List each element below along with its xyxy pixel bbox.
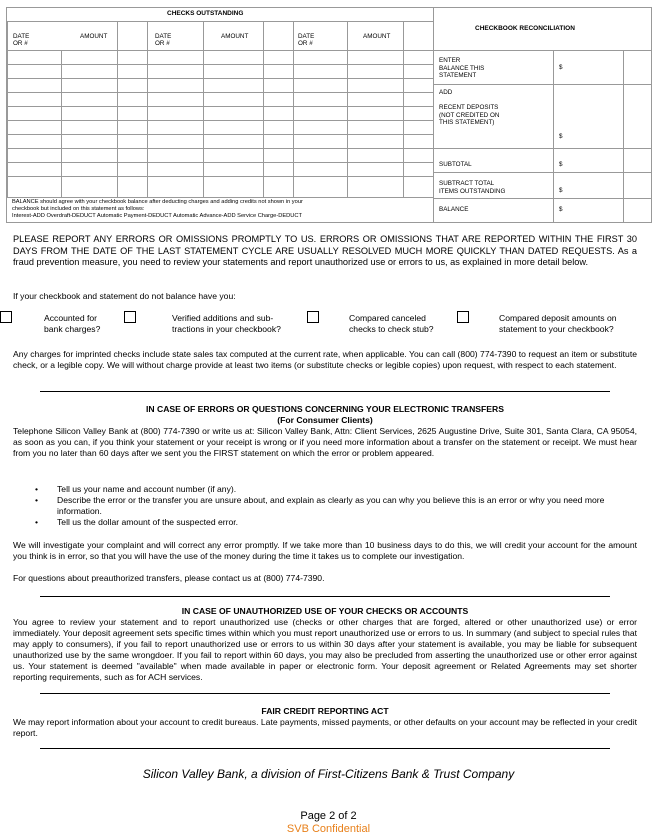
checkbox-bank-charges[interactable] [0,311,12,323]
col-or-3: OR # [298,40,313,47]
checkbox-additions[interactable] [124,311,136,323]
balance-intro: If your checkbook and statement do not balance have you: [13,291,236,301]
charges-paragraph: Any charges for imprinted checks include state sales tax computed at the current rate, when applicable. You can call (800) 774-7390 to request an item or substitute check, or a legible copy. We will without charge provide at least two items (or substitute checks or legible copies) upon request, with respect to each statement. [13,349,637,370]
preauth-paragraph: For questions about preauthorized transfers, please contact us at (800) 774-7390. [13,573,325,583]
unauth-paragraph: You agree to review your statement and to report unauthorized use (checks or other charges that are forged, altered or other unauthorized use) or error immediately. Your deposit agreement sets specific times within which you must report unauthorized use or errors to us. In summary (and subject to special rules that may apply to consumers), if you fail to report unauthorized use or errors to us within 30 days after your statement is available, you may be liable for subsequent unauthorized use by the same wrongdoer. If you fail to report within 60 days, you may also be precluded from asserting the unauthorized use or other error against us. Your statement is deemed "available" when made available in paper or electronic form. Your deposit agreement or Related Agreements may set shorter reporting requirements, such as for ACH services. [13,617,637,682]
checkbox-canceled-checks[interactable] [307,311,319,323]
list-item: • Tell us the dollar amount of the suspected error. [35,517,239,527]
dollar-2: $ [559,133,563,140]
col-amount-3: AMOUNT [363,33,391,40]
balance-legend: BALANCE should agree with your checkbook balance after deducting charges and adding credits not shown in your checkbook but included on this statement as follows: Interest-ADD Overdraft-DEDUCT Automatic Payment-DEDUCT Automatic Advance-ADD Service Charge-DEDUCT [12,199,303,219]
list-item: • Tell us your name and account number (if any). [35,484,237,494]
page-number: Page 2 of 2 [300,810,357,822]
unauth-heading: IN CASE OF UNAUTHORIZED USE OF YOUR CHECKS OR ACCOUNTS [181,606,469,616]
fcra-heading: FAIR CREDIT REPORTING ACT [261,706,389,716]
option-bank-charges: Accounted for bank charges? [44,313,101,334]
fcra-paragraph: We may report information about your account to credit bureaus. Late payments, missed payments, or other defaults on your account may be reflected in your credit report. [13,717,637,738]
dollar-3: $ [559,161,563,168]
add-label: ADD [439,89,453,96]
investigate-paragraph: We will investigate your complaint and will correct any error promptly. If we take more than 10 business days to do this, we will credit your account for the amount you think is in error, so that you will have the use of the money during the time it takes us to complete our investigation. [13,540,637,561]
eft-bullet-list [35,484,637,528]
reconciliation-title: CHECKBOOK RECONCILIATION [475,25,575,32]
dollar-5: $ [559,206,563,213]
balance-label: BALANCE [439,206,469,213]
col-or-1: OR # [13,40,28,47]
option-deposits: Compared deposit amounts on statement to your checkbook? [499,313,617,334]
option-additions: Verified additions and sub- tractions in your checkbook? [172,313,281,334]
eft-heading: IN CASE OF ERRORS OR QUESTIONS CONCERNING YOUR ELECTRONIC TRANSFERS [146,404,504,414]
subtotal-label: SUBTOTAL [439,161,472,168]
col-date-1: DATE [13,33,30,40]
col-or-2: OR # [155,40,170,47]
checkbox-deposits[interactable] [457,311,469,323]
eft-subheading: (For Consumer Clients) [277,415,373,425]
recent-deposits-label: RECENT DEPOSITS (NOT CREDITED ON THIS STATEMENT) [439,104,500,126]
option-canceled-checks: Compared canceled checks to check stub? [349,313,434,334]
reconciliation-table [6,7,652,223]
report-paragraph: PLEASE REPORT ANY ERRORS OR OMISSIONS PROMPTLY TO US. ERRORS OR OMISSIONS THAT ARE REPORTED WITHIN THE FIRST 30 DAYS FROM THE DATE OF THE LAST STATEMENT CYCLE ARE USUALLY RESOLVED MUCH MORE QUICKLY THAN DATED REQUESTS. As a fraud prevention measure, you need to review your statements and report unauthorized use or errors to us, as explained in more detail below. [13,234,637,267]
bank-line: Silicon Valley Bank, a division of First-Citizens Bank & Trust Company [142,767,515,781]
dollar-1: $ [559,64,563,71]
eft-paragraph: Telephone Silicon Valley Bank at (800) 774-7390 or write us at: Silicon Valley Bank, Attn: Client Services, 2625 Augustine Drive, Suite 301, Santa Clara, CA 95054, as soon as you can, if you think your statement or your receipt is wrong or if you need more information about a transfer on the statement or receipt. We must hear from you no later than 60 days after we sent you the FIRST statement on which the error or problem appeared. [13,426,637,458]
enter-balance-label: ENTER BALANCE THIS STATEMENT [439,57,485,79]
confidential-label: SVB Confidential [286,823,371,835]
col-date-2: DATE [155,33,172,40]
col-date-3: DATE [298,33,315,40]
col-amount-2: AMOUNT [221,33,249,40]
checks-outstanding-title: CHECKS OUTSTANDING [167,10,244,17]
col-amount-1: AMOUNT [80,33,108,40]
subtract-label: SUBTRACT TOTAL ITEMS OUTSTANDING [439,180,506,195]
dollar-4: $ [559,187,563,194]
list-item: • Describe the error or the transfer you are unsure about, and explain as clearly as you can why you believe this is an error or why you need more information. [35,495,605,516]
